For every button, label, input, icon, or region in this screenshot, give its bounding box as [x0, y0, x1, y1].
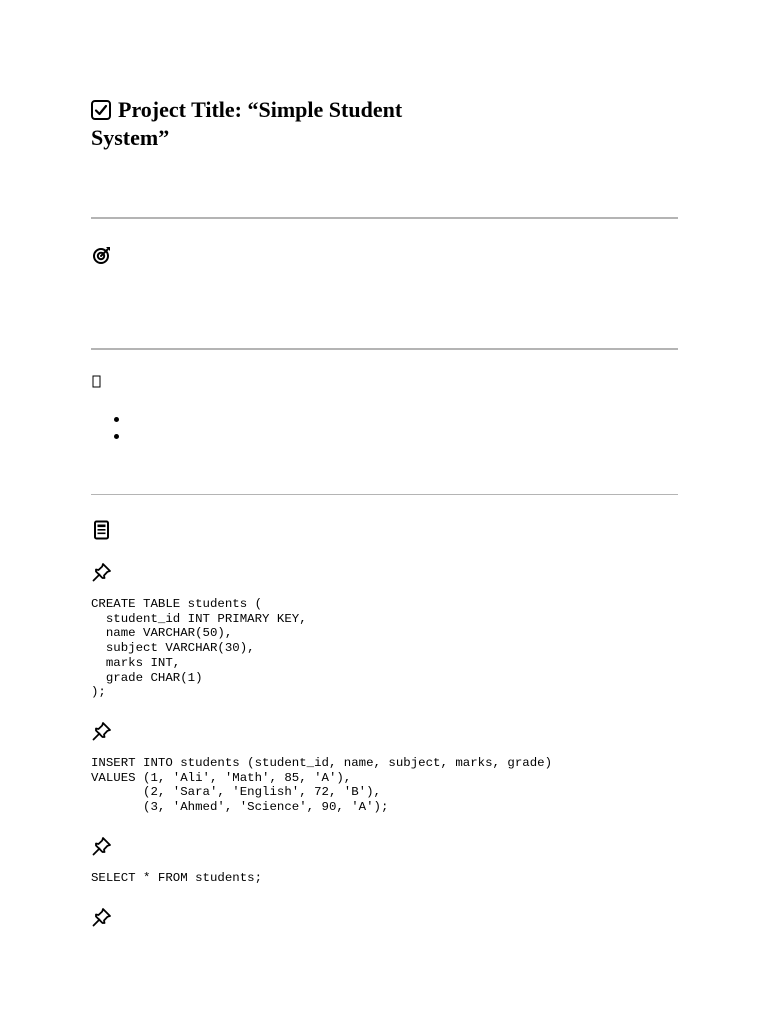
section-divider — [91, 348, 678, 350]
missing-glyph-icon — [92, 375, 112, 395]
pushpin-icon — [92, 721, 112, 741]
target-icon — [92, 245, 112, 265]
create-table-code: CREATE TABLE students ( student_id INT PRIMARY KEY, name VARCHAR(50), subject VARCHAR(30), marks INT, grade CHAR(1) ); — [91, 597, 307, 700]
insert-code: INSERT INTO students (student_id, name, subject, marks, grade) VALUES (1, 'Ali', 'Math', 85, 'A'), (2, 'Sara', 'English', 72, 'B'), (3, 'Ahmed', 'Science', 90, 'A'); — [91, 756, 553, 815]
section-divider — [91, 494, 678, 495]
pushpin-icon — [92, 562, 112, 582]
select-code: SELECT * FROM students; — [91, 871, 263, 885]
receipt-icon — [93, 520, 113, 540]
pushpin-icon — [92, 836, 112, 856]
checkbox-icon — [91, 100, 111, 120]
pushpin-icon — [92, 907, 112, 927]
title-text: Project Title: “Simple Student System” — [91, 97, 403, 150]
section-divider — [91, 217, 678, 219]
page-title — [91, 96, 451, 152]
